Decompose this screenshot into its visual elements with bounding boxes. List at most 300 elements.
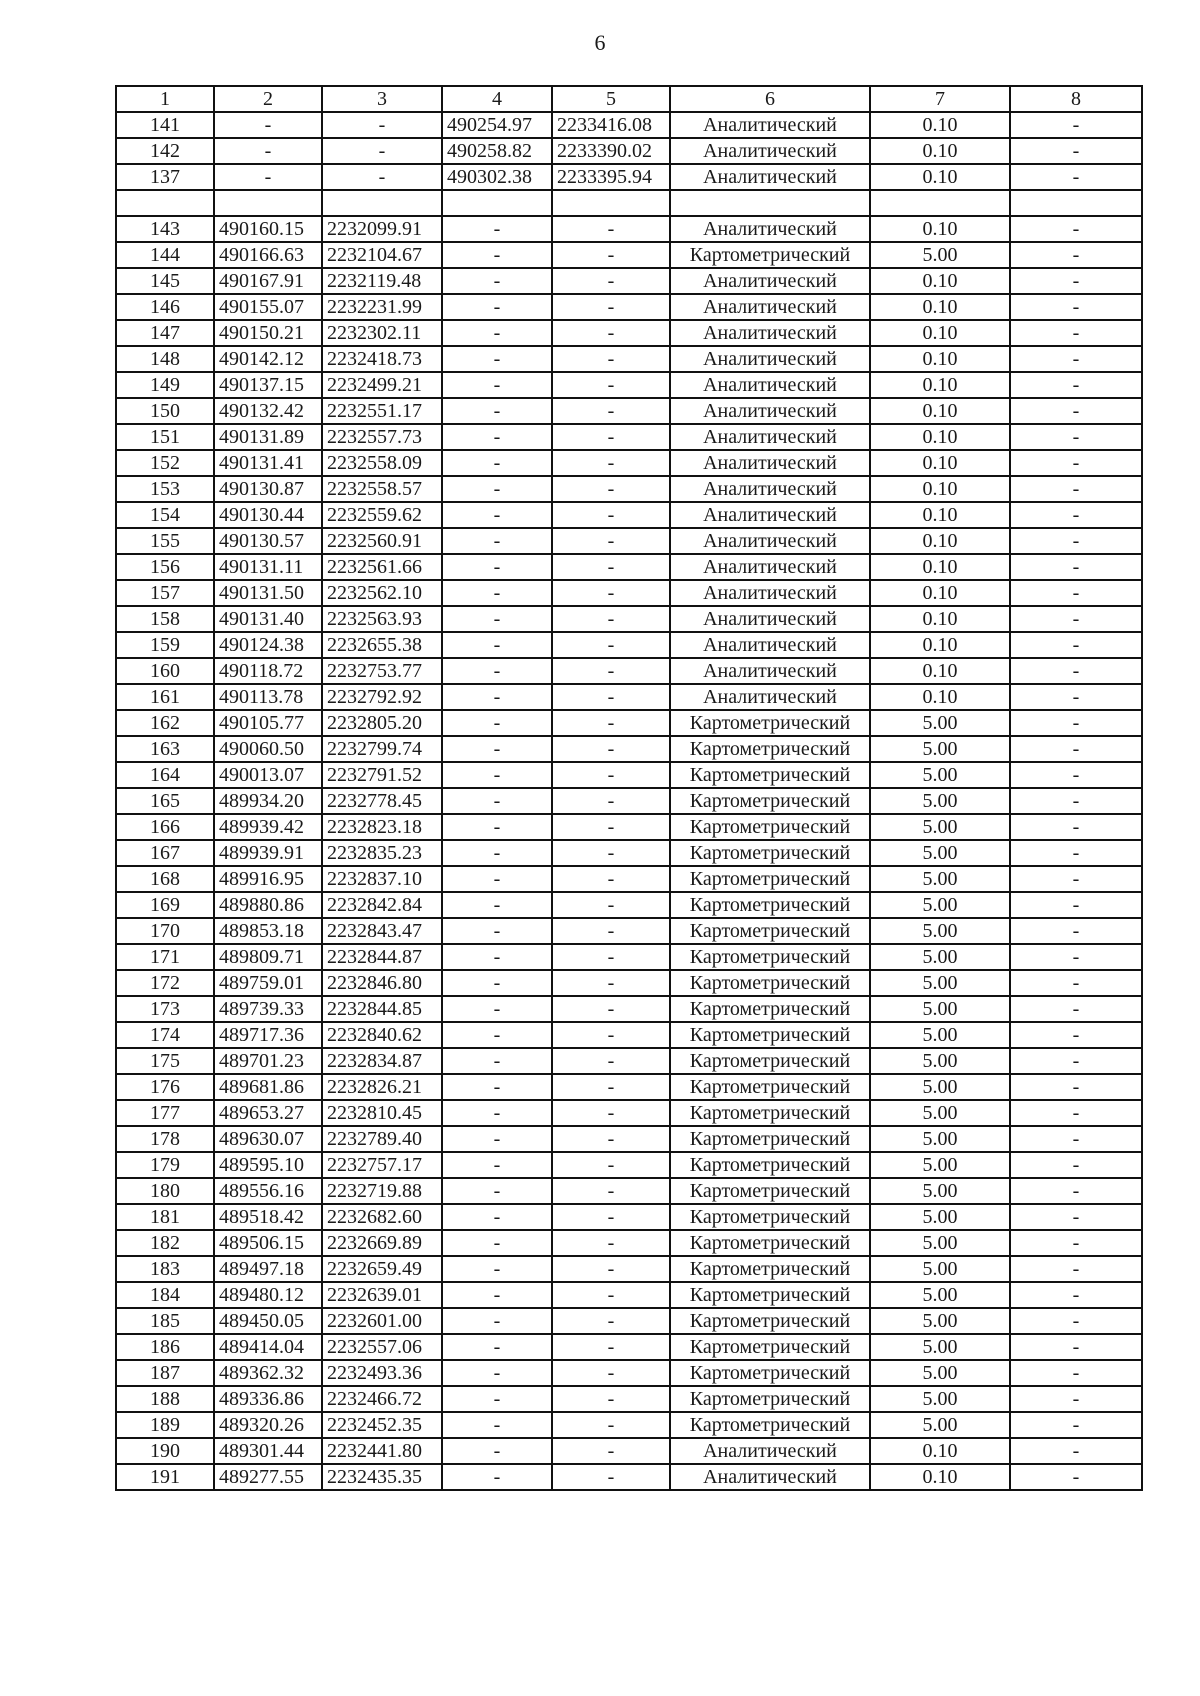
- y-old-coordinate-cell: -: [552, 970, 670, 996]
- table-row: [116, 190, 1142, 216]
- description-cell: -: [1010, 1230, 1142, 1256]
- y-old-coordinate-cell: 2233390.02: [552, 138, 670, 164]
- method-cell: Аналитический: [670, 164, 870, 190]
- x-old-coordinate-cell: -: [442, 580, 552, 606]
- method-cell: Картометрический: [670, 918, 870, 944]
- point-number-cell: 178: [116, 1126, 214, 1152]
- x-coordinate-cell: 489630.07: [214, 1126, 322, 1152]
- table-row: [116, 944, 1142, 970]
- x-old-coordinate-cell: -: [442, 1022, 552, 1048]
- y-coordinate-cell: 2232843.47: [322, 918, 442, 944]
- description-cell: -: [1010, 970, 1142, 996]
- accuracy-cell: 5.00: [870, 918, 1010, 944]
- method-cell: Картометрический: [670, 1334, 870, 1360]
- accuracy-cell: 5.00: [870, 1048, 1010, 1074]
- x-coordinate-cell: 490132.42: [214, 398, 322, 424]
- x-coordinate-cell: -: [214, 112, 322, 138]
- x-coordinate-cell: 489880.86: [214, 892, 322, 918]
- table-row: [116, 294, 1142, 320]
- method-cell: Картометрический: [670, 1100, 870, 1126]
- point-number-cell: 166: [116, 814, 214, 840]
- table-row: [116, 1464, 1142, 1490]
- table-row: [116, 762, 1142, 788]
- x-coordinate-cell: 489853.18: [214, 918, 322, 944]
- x-old-coordinate-cell: -: [442, 632, 552, 658]
- accuracy-cell: 0.10: [870, 632, 1010, 658]
- method-cell: Картометрический: [670, 1282, 870, 1308]
- x-old-coordinate-cell: -: [442, 294, 552, 320]
- y-coordinate-cell: 2232104.67: [322, 242, 442, 268]
- y-old-coordinate-cell: -: [552, 1282, 670, 1308]
- point-number-cell: 181: [116, 1204, 214, 1230]
- accuracy-cell: 0.10: [870, 528, 1010, 554]
- description-cell: -: [1010, 112, 1142, 138]
- y-coordinate-cell: 2232418.73: [322, 346, 442, 372]
- x-coordinate-cell: 489556.16: [214, 1178, 322, 1204]
- y-old-coordinate-cell: -: [552, 528, 670, 554]
- point-number-cell: 161: [116, 684, 214, 710]
- description-cell: -: [1010, 1152, 1142, 1178]
- table-row: [116, 1204, 1142, 1230]
- method-cell: Картометрический: [670, 1230, 870, 1256]
- y-coordinate-cell: 2232559.62: [322, 502, 442, 528]
- accuracy-cell: 5.00: [870, 1126, 1010, 1152]
- x-old-coordinate-cell: -: [442, 866, 552, 892]
- x-coordinate-cell: 489739.33: [214, 996, 322, 1022]
- accuracy-cell: 5.00: [870, 892, 1010, 918]
- accuracy-cell: 5.00: [870, 1360, 1010, 1386]
- y-coordinate-cell: 2232499.21: [322, 372, 442, 398]
- table-row: [116, 1048, 1142, 1074]
- y-old-coordinate-cell: -: [552, 1386, 670, 1412]
- x-coordinate-cell: 490131.41: [214, 450, 322, 476]
- description-cell: -: [1010, 1100, 1142, 1126]
- table-row: [116, 736, 1142, 762]
- y-old-coordinate-cell: -: [552, 1360, 670, 1386]
- accuracy-cell: 5.00: [870, 1230, 1010, 1256]
- y-coordinate-cell: 2232558.57: [322, 476, 442, 502]
- point-number-cell: 162: [116, 710, 214, 736]
- x-old-coordinate-cell: -: [442, 814, 552, 840]
- point-number-cell: 185: [116, 1308, 214, 1334]
- y-coordinate-cell: 2232757.17: [322, 1152, 442, 1178]
- point-number-cell: 189: [116, 1412, 214, 1438]
- description-cell: -: [1010, 710, 1142, 736]
- description-cell: -: [1010, 476, 1142, 502]
- y-old-coordinate-cell: -: [552, 918, 670, 944]
- x-coordinate-cell: 490130.57: [214, 528, 322, 554]
- point-number-cell: 168: [116, 866, 214, 892]
- point-number-cell: 184: [116, 1282, 214, 1308]
- x-old-coordinate-cell: [442, 190, 552, 216]
- table-row: [116, 1230, 1142, 1256]
- x-coordinate-cell: 489497.18: [214, 1256, 322, 1282]
- x-old-coordinate-cell: -: [442, 606, 552, 632]
- description-cell: -: [1010, 658, 1142, 684]
- x-old-coordinate-cell: -: [442, 1178, 552, 1204]
- table-row: [116, 1256, 1142, 1282]
- x-coordinate-cell: 490105.77: [214, 710, 322, 736]
- method-cell: Аналитический: [670, 216, 870, 242]
- point-number-cell: 182: [116, 1230, 214, 1256]
- table-body: [116, 112, 1142, 1490]
- point-number-cell: 154: [116, 502, 214, 528]
- point-number-cell: 173: [116, 996, 214, 1022]
- y-old-coordinate-cell: -: [552, 710, 670, 736]
- table-row: [116, 346, 1142, 372]
- point-number-cell: 174: [116, 1022, 214, 1048]
- y-old-coordinate-cell: -: [552, 398, 670, 424]
- method-cell: Аналитический: [670, 476, 870, 502]
- x-old-coordinate-cell: -: [442, 1412, 552, 1438]
- point-number-cell: 145: [116, 268, 214, 294]
- accuracy-cell: 5.00: [870, 788, 1010, 814]
- y-coordinate-cell: 2232231.99: [322, 294, 442, 320]
- method-cell: Аналитический: [670, 424, 870, 450]
- y-coordinate-cell: 2232805.20: [322, 710, 442, 736]
- accuracy-cell: 0.10: [870, 372, 1010, 398]
- table-row: [116, 216, 1142, 242]
- y-old-coordinate-cell: -: [552, 372, 670, 398]
- y-old-coordinate-cell: -: [552, 346, 670, 372]
- y-old-coordinate-cell: -: [552, 554, 670, 580]
- x-coordinate-cell: 489653.27: [214, 1100, 322, 1126]
- method-cell: Аналитический: [670, 502, 870, 528]
- y-coordinate-cell: -: [322, 138, 442, 164]
- accuracy-cell: 5.00: [870, 1386, 1010, 1412]
- x-coordinate-cell: 490131.11: [214, 554, 322, 580]
- accuracy-cell: 5.00: [870, 1152, 1010, 1178]
- y-old-coordinate-cell: -: [552, 1048, 670, 1074]
- x-old-coordinate-cell: 490258.82: [442, 138, 552, 164]
- point-number-cell: 176: [116, 1074, 214, 1100]
- accuracy-cell: 5.00: [870, 996, 1010, 1022]
- method-cell: Картометрический: [670, 1386, 870, 1412]
- x-old-coordinate-cell: -: [442, 1334, 552, 1360]
- accuracy-cell: 5.00: [870, 866, 1010, 892]
- y-coordinate-cell: [322, 190, 442, 216]
- point-number-cell: 152: [116, 450, 214, 476]
- point-number-cell: [116, 190, 214, 216]
- point-number-cell: 186: [116, 1334, 214, 1360]
- x-coordinate-cell: -: [214, 138, 322, 164]
- y-old-coordinate-cell: -: [552, 1412, 670, 1438]
- point-number-cell: 149: [116, 372, 214, 398]
- x-old-coordinate-cell: -: [442, 346, 552, 372]
- method-cell: Картометрический: [670, 242, 870, 268]
- accuracy-cell: 5.00: [870, 1074, 1010, 1100]
- y-old-coordinate-cell: -: [552, 1334, 670, 1360]
- y-old-coordinate-cell: -: [552, 580, 670, 606]
- accuracy-cell: 0.10: [870, 164, 1010, 190]
- x-old-coordinate-cell: -: [442, 1256, 552, 1282]
- method-cell: Картометрический: [670, 1074, 870, 1100]
- description-cell: -: [1010, 1360, 1142, 1386]
- x-old-coordinate-cell: -: [442, 840, 552, 866]
- table-row: [116, 1438, 1142, 1464]
- x-coordinate-cell: 489518.42: [214, 1204, 322, 1230]
- x-old-coordinate-cell: -: [442, 528, 552, 554]
- coordinates-table: [115, 85, 1143, 1491]
- x-coordinate-cell: 490142.12: [214, 346, 322, 372]
- accuracy-cell: 5.00: [870, 1178, 1010, 1204]
- column-header: 1: [116, 86, 214, 112]
- y-old-coordinate-cell: -: [552, 1256, 670, 1282]
- x-old-coordinate-cell: -: [442, 450, 552, 476]
- x-old-coordinate-cell: -: [442, 970, 552, 996]
- accuracy-cell: 0.10: [870, 606, 1010, 632]
- y-old-coordinate-cell: -: [552, 450, 670, 476]
- description-cell: -: [1010, 736, 1142, 762]
- table-row: [116, 684, 1142, 710]
- x-coordinate-cell: 490166.63: [214, 242, 322, 268]
- column-header: 4: [442, 86, 552, 112]
- table-row: [116, 138, 1142, 164]
- table-row: [116, 1334, 1142, 1360]
- x-old-coordinate-cell: -: [442, 1100, 552, 1126]
- y-coordinate-cell: -: [322, 164, 442, 190]
- description-cell: -: [1010, 1282, 1142, 1308]
- x-coordinate-cell: 489320.26: [214, 1412, 322, 1438]
- table-row: [116, 528, 1142, 554]
- y-coordinate-cell: 2232562.10: [322, 580, 442, 606]
- y-old-coordinate-cell: -: [552, 1152, 670, 1178]
- y-coordinate-cell: 2232837.10: [322, 866, 442, 892]
- description-cell: -: [1010, 996, 1142, 1022]
- x-old-coordinate-cell: -: [442, 502, 552, 528]
- x-old-coordinate-cell: -: [442, 918, 552, 944]
- x-old-coordinate-cell: 490254.97: [442, 112, 552, 138]
- y-old-coordinate-cell: -: [552, 268, 670, 294]
- y-old-coordinate-cell: -: [552, 1074, 670, 1100]
- accuracy-cell: 0.10: [870, 684, 1010, 710]
- x-old-coordinate-cell: -: [442, 1438, 552, 1464]
- y-old-coordinate-cell: -: [552, 1178, 670, 1204]
- method-cell: Аналитический: [670, 294, 870, 320]
- y-old-coordinate-cell: -: [552, 1230, 670, 1256]
- x-coordinate-cell: 489939.91: [214, 840, 322, 866]
- x-coordinate-cell: 489701.23: [214, 1048, 322, 1074]
- method-cell: Картометрический: [670, 970, 870, 996]
- table-row: [116, 840, 1142, 866]
- method-cell: Аналитический: [670, 1464, 870, 1490]
- point-number-cell: 191: [116, 1464, 214, 1490]
- y-coordinate-cell: 2232119.48: [322, 268, 442, 294]
- accuracy-cell: 5.00: [870, 242, 1010, 268]
- x-old-coordinate-cell: -: [442, 242, 552, 268]
- description-cell: -: [1010, 892, 1142, 918]
- y-old-coordinate-cell: 2233395.94: [552, 164, 670, 190]
- y-old-coordinate-cell: -: [552, 502, 670, 528]
- x-coordinate-cell: 490060.50: [214, 736, 322, 762]
- y-coordinate-cell: 2232099.91: [322, 216, 442, 242]
- y-old-coordinate-cell: -: [552, 944, 670, 970]
- description-cell: -: [1010, 528, 1142, 554]
- y-coordinate-cell: 2232846.80: [322, 970, 442, 996]
- y-old-coordinate-cell: -: [552, 996, 670, 1022]
- x-old-coordinate-cell: -: [442, 268, 552, 294]
- y-coordinate-cell: 2232659.49: [322, 1256, 442, 1282]
- table-row: [116, 1178, 1142, 1204]
- accuracy-cell: 0.10: [870, 450, 1010, 476]
- method-cell: Аналитический: [670, 138, 870, 164]
- y-old-coordinate-cell: 2233416.08: [552, 112, 670, 138]
- description-cell: -: [1010, 788, 1142, 814]
- x-coordinate-cell: 490131.50: [214, 580, 322, 606]
- accuracy-cell: 5.00: [870, 736, 1010, 762]
- method-cell: Аналитический: [670, 1438, 870, 1464]
- x-coordinate-cell: 489916.95: [214, 866, 322, 892]
- x-old-coordinate-cell: -: [442, 216, 552, 242]
- description-cell: -: [1010, 242, 1142, 268]
- accuracy-cell: 0.10: [870, 320, 1010, 346]
- accuracy-cell: 0.10: [870, 424, 1010, 450]
- table-row: [116, 554, 1142, 580]
- y-old-coordinate-cell: -: [552, 788, 670, 814]
- y-old-coordinate-cell: -: [552, 424, 670, 450]
- point-number-cell: 155: [116, 528, 214, 554]
- table-row: [116, 424, 1142, 450]
- x-coordinate-cell: -: [214, 164, 322, 190]
- y-old-coordinate-cell: -: [552, 242, 670, 268]
- method-cell: Картометрический: [670, 814, 870, 840]
- y-coordinate-cell: 2232844.87: [322, 944, 442, 970]
- x-coordinate-cell: 489414.04: [214, 1334, 322, 1360]
- table-row: [116, 632, 1142, 658]
- method-cell: Аналитический: [670, 528, 870, 554]
- table-row: [116, 866, 1142, 892]
- description-cell: -: [1010, 606, 1142, 632]
- accuracy-cell: 0.10: [870, 554, 1010, 580]
- point-number-cell: 183: [116, 1256, 214, 1282]
- x-coordinate-cell: 489301.44: [214, 1438, 322, 1464]
- method-cell: Картометрический: [670, 1178, 870, 1204]
- point-number-cell: 141: [116, 112, 214, 138]
- x-old-coordinate-cell: -: [442, 398, 552, 424]
- description-cell: -: [1010, 944, 1142, 970]
- x-coordinate-cell: 490167.91: [214, 268, 322, 294]
- description-cell: -: [1010, 1438, 1142, 1464]
- point-number-cell: 188: [116, 1386, 214, 1412]
- accuracy-cell: 0.10: [870, 1464, 1010, 1490]
- method-cell: Картометрический: [670, 1152, 870, 1178]
- point-number-cell: 148: [116, 346, 214, 372]
- description-cell: -: [1010, 372, 1142, 398]
- method-cell: Картометрический: [670, 1412, 870, 1438]
- x-coordinate-cell: 489480.12: [214, 1282, 322, 1308]
- table-row: [116, 268, 1142, 294]
- point-number-cell: 137: [116, 164, 214, 190]
- x-old-coordinate-cell: -: [442, 892, 552, 918]
- accuracy-cell: 0.10: [870, 138, 1010, 164]
- method-cell: Картометрический: [670, 892, 870, 918]
- y-coordinate-cell: 2232682.60: [322, 1204, 442, 1230]
- table-row: [116, 606, 1142, 632]
- description-cell: -: [1010, 1126, 1142, 1152]
- y-coordinate-cell: 2232842.84: [322, 892, 442, 918]
- x-coordinate-cell: 490124.38: [214, 632, 322, 658]
- table-row: [116, 710, 1142, 736]
- x-old-coordinate-cell: -: [442, 788, 552, 814]
- method-cell: Аналитический: [670, 658, 870, 684]
- table-row: [116, 502, 1142, 528]
- x-old-coordinate-cell: -: [442, 1282, 552, 1308]
- x-coordinate-cell: 490131.89: [214, 424, 322, 450]
- description-cell: -: [1010, 1256, 1142, 1282]
- method-cell: Картометрический: [670, 1308, 870, 1334]
- description-cell: -: [1010, 1386, 1142, 1412]
- description-cell: -: [1010, 762, 1142, 788]
- accuracy-cell: 5.00: [870, 840, 1010, 866]
- y-old-coordinate-cell: -: [552, 632, 670, 658]
- table-row: [116, 1126, 1142, 1152]
- description-cell: -: [1010, 1178, 1142, 1204]
- y-coordinate-cell: 2232655.38: [322, 632, 442, 658]
- y-old-coordinate-cell: -: [552, 1438, 670, 1464]
- y-coordinate-cell: 2232810.45: [322, 1100, 442, 1126]
- accuracy-cell: 5.00: [870, 1256, 1010, 1282]
- method-cell: Аналитический: [670, 450, 870, 476]
- y-old-coordinate-cell: -: [552, 606, 670, 632]
- method-cell: Картометрический: [670, 1204, 870, 1230]
- column-header: 6: [670, 86, 870, 112]
- method-cell: Картометрический: [670, 866, 870, 892]
- x-old-coordinate-cell: -: [442, 996, 552, 1022]
- point-number-cell: 175: [116, 1048, 214, 1074]
- x-old-coordinate-cell: -: [442, 320, 552, 346]
- point-number-cell: 160: [116, 658, 214, 684]
- y-coordinate-cell: 2232753.77: [322, 658, 442, 684]
- accuracy-cell: 5.00: [870, 1308, 1010, 1334]
- point-number-cell: 179: [116, 1152, 214, 1178]
- y-coordinate-cell: 2232719.88: [322, 1178, 442, 1204]
- y-coordinate-cell: 2232452.35: [322, 1412, 442, 1438]
- description-cell: -: [1010, 346, 1142, 372]
- accuracy-cell: 0.10: [870, 216, 1010, 242]
- y-coordinate-cell: 2232789.40: [322, 1126, 442, 1152]
- point-number-cell: 143: [116, 216, 214, 242]
- x-coordinate-cell: 490130.87: [214, 476, 322, 502]
- y-coordinate-cell: 2232563.93: [322, 606, 442, 632]
- y-coordinate-cell: 2232558.09: [322, 450, 442, 476]
- point-number-cell: 177: [116, 1100, 214, 1126]
- accuracy-cell: 5.00: [870, 1412, 1010, 1438]
- method-cell: Аналитический: [670, 606, 870, 632]
- method-cell: Картометрический: [670, 840, 870, 866]
- table-row: [116, 372, 1142, 398]
- description-cell: -: [1010, 1412, 1142, 1438]
- table-row: [116, 1022, 1142, 1048]
- y-old-coordinate-cell: -: [552, 866, 670, 892]
- x-coordinate-cell: 489595.10: [214, 1152, 322, 1178]
- table-row: [116, 1282, 1142, 1308]
- method-cell: Аналитический: [670, 632, 870, 658]
- x-coordinate-cell: 489934.20: [214, 788, 322, 814]
- table-row: [116, 996, 1142, 1022]
- description-cell: -: [1010, 1022, 1142, 1048]
- y-coordinate-cell: 2232840.62: [322, 1022, 442, 1048]
- point-number-cell: 157: [116, 580, 214, 606]
- description-cell: -: [1010, 1048, 1142, 1074]
- accuracy-cell: 0.10: [870, 346, 1010, 372]
- point-number-cell: 170: [116, 918, 214, 944]
- x-old-coordinate-cell: -: [442, 1204, 552, 1230]
- y-coordinate-cell: 2232791.52: [322, 762, 442, 788]
- x-coordinate-cell: 489681.86: [214, 1074, 322, 1100]
- y-coordinate-cell: 2232557.06: [322, 1334, 442, 1360]
- x-coordinate-cell: 489362.32: [214, 1360, 322, 1386]
- y-coordinate-cell: 2232792.92: [322, 684, 442, 710]
